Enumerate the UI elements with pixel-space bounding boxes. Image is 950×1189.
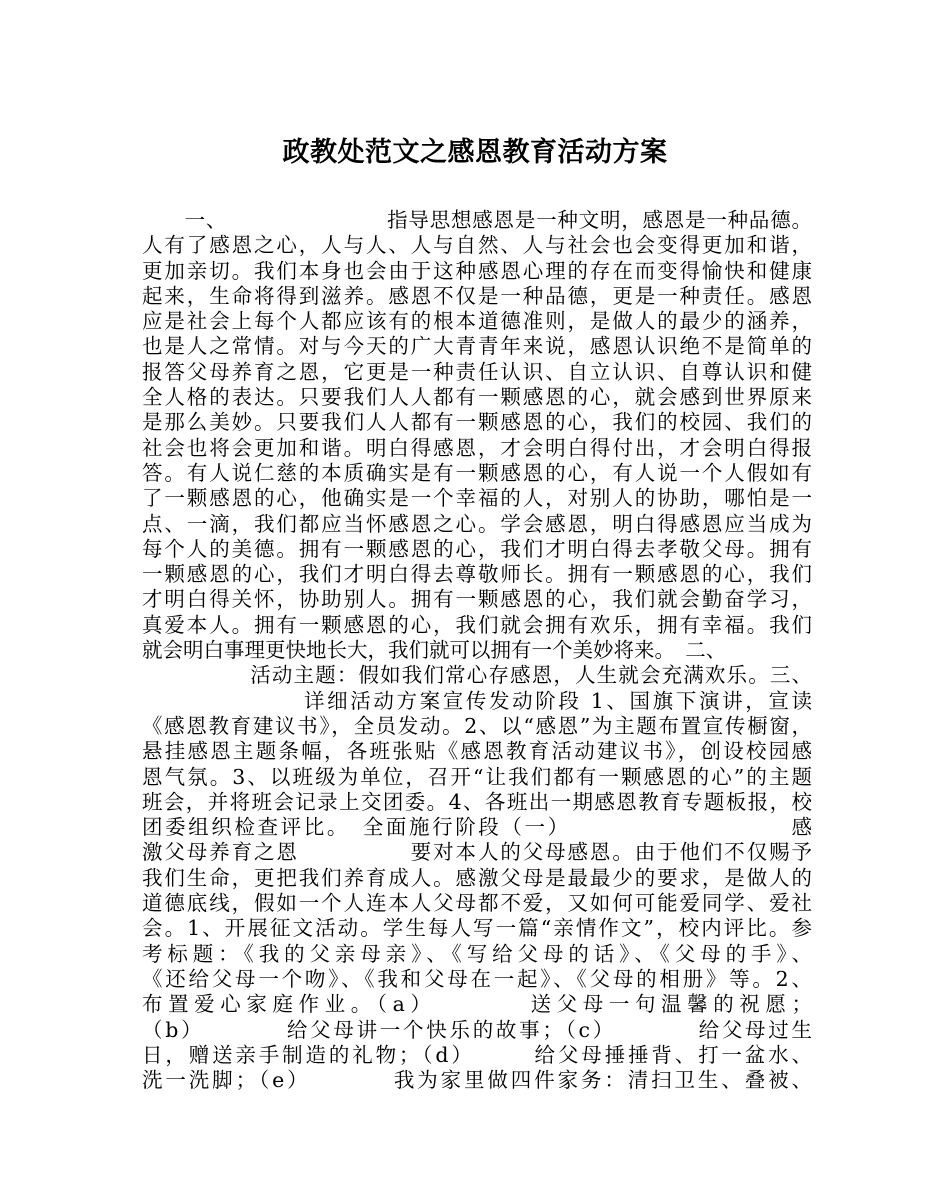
body-line: 《感恩教育建议书》，全员发动。2、以“感恩”为主题布置宣传橱窗，: [142, 713, 812, 738]
body-line: 才明白得关怀，协助别人。拥有一颗感恩的心，我们就会勤奋学习，: [142, 587, 812, 612]
body-line: 每个人的美德。拥有一颗感恩的心，我们才明白得去孝敬父母。拥有: [142, 536, 812, 561]
body-line: 会。1、开展征文活动。学生每人写一篇“亲情作文”，校内评比。参: [142, 916, 812, 941]
body-line: 答。有人说仁慈的本质确实是有一颗感恩的心，有人说一个人假如有: [142, 460, 812, 485]
body-line: 一颗感恩的心，我们才明白得去尊敬师长。拥有一颗感恩的心，我们: [142, 562, 812, 587]
body-line: 详细活动方案宣传发动阶段 1、国旗下演讲，宣读: [142, 688, 812, 713]
body-line: 道德底线，假如一个人连本人父母都不爱，又如何可能爱同学、爱社: [142, 891, 812, 916]
body-line: 了一颗感恩的心，他确实是一个幸福的人，对别人的协助，哪怕是一: [142, 486, 812, 511]
body-line: 悬挂感恩主题条幅，各班张贴《感恩教育活动建议书》，创设校园感: [142, 739, 812, 764]
body-line: 是那么美妙。只要我们人人都有一颗感恩的心，我们的校园、我们的: [142, 410, 812, 435]
body-line: 报答父母养育之恩，它更是一种责任认识、自立认识、自尊认识和健: [142, 359, 812, 384]
body-line: 也是人之常情。对与今天的广大青青年来说，感恩认识绝不是简单的: [142, 334, 812, 359]
body-line: 就会明白事理更快地长大，我们就可以拥有一个美妙将来。 二、: [142, 638, 727, 663]
body-line: 起来，生命将得到滋养。感恩不仅是一种品德，更是一种责任。感恩: [142, 283, 812, 308]
body-line: （b） 给父母讲一个快乐的故事；（c） 给父母过生: [142, 1017, 812, 1042]
body-line: 更加亲切。我们本身也会由于这种感恩心理的存在而变得愉快和健康: [142, 258, 812, 283]
body-line: 活动主题：假如我们常心存感恩，人生就会充满欢乐。三、: [142, 663, 812, 688]
body-line: 团委组织检查评比。 全面施行阶段（一） 感: [142, 815, 812, 840]
document-body: [142, 208, 812, 1093]
document-title: 政教处范文之感恩教育活动方案: [282, 137, 668, 168]
body-line: 班会，并将班会记录上交团委。4、各班出一期感恩教育专题板报，校: [142, 789, 812, 814]
body-line: 点、一滴，我们都应当怀感恩之心。学会感恩，明白得感恩应当成为: [142, 511, 812, 536]
body-line: 真爱本人。拥有一颗感恩的心，我们就会拥有欢乐，拥有幸福。我们: [142, 612, 812, 637]
body-line: 布置爱心家庭作业。（a） 送父母一句温馨的祝愿；: [142, 992, 812, 1017]
body-line: 考标题：《我的父亲母亲》、《写给父母的话》、《父母的手》、: [142, 941, 812, 966]
body-line: 恩气氛。3、以班级为单位，召开“让我们都有一颗感恩的心”的主题: [142, 764, 812, 789]
body-line: 激父母养育之恩 要对本人的父母感恩。由于他们不仅赐予: [142, 840, 812, 865]
body-line: 全人格的表达。只要我们人人都有一颗感恩的心，就会感到世界原来: [142, 385, 812, 410]
body-line: 《还给父母一个吻》、《我和父母在一起》、《父母的相册》等。2、: [142, 966, 812, 991]
body-line: 日，赠送亲手制造的礼物；（d） 给父母捶捶背、打一盆水、: [142, 1042, 812, 1067]
body-line: 一、 指导思想感恩是一种文明，感恩是一种品德。: [142, 208, 812, 232]
body-line: 应是社会上每个人都应该有的根本道德准则，是做人的最少的涵养，: [142, 309, 812, 334]
body-line: 社会也将会更加和谐。明白得感恩，才会明白得付出，才会明白得报: [142, 435, 812, 460]
body-line: 洗一洗脚；（e） 我为家里做四件家务：清扫卫生、叠被、: [142, 1068, 812, 1093]
body-line: 人有了感恩之心，人与人、人与自然、人与社会也会变得更加和谐，: [142, 233, 812, 258]
body-line: 我们生命，更把我们养育成人。感激父母是最最少的要求，是做人的: [142, 865, 812, 890]
